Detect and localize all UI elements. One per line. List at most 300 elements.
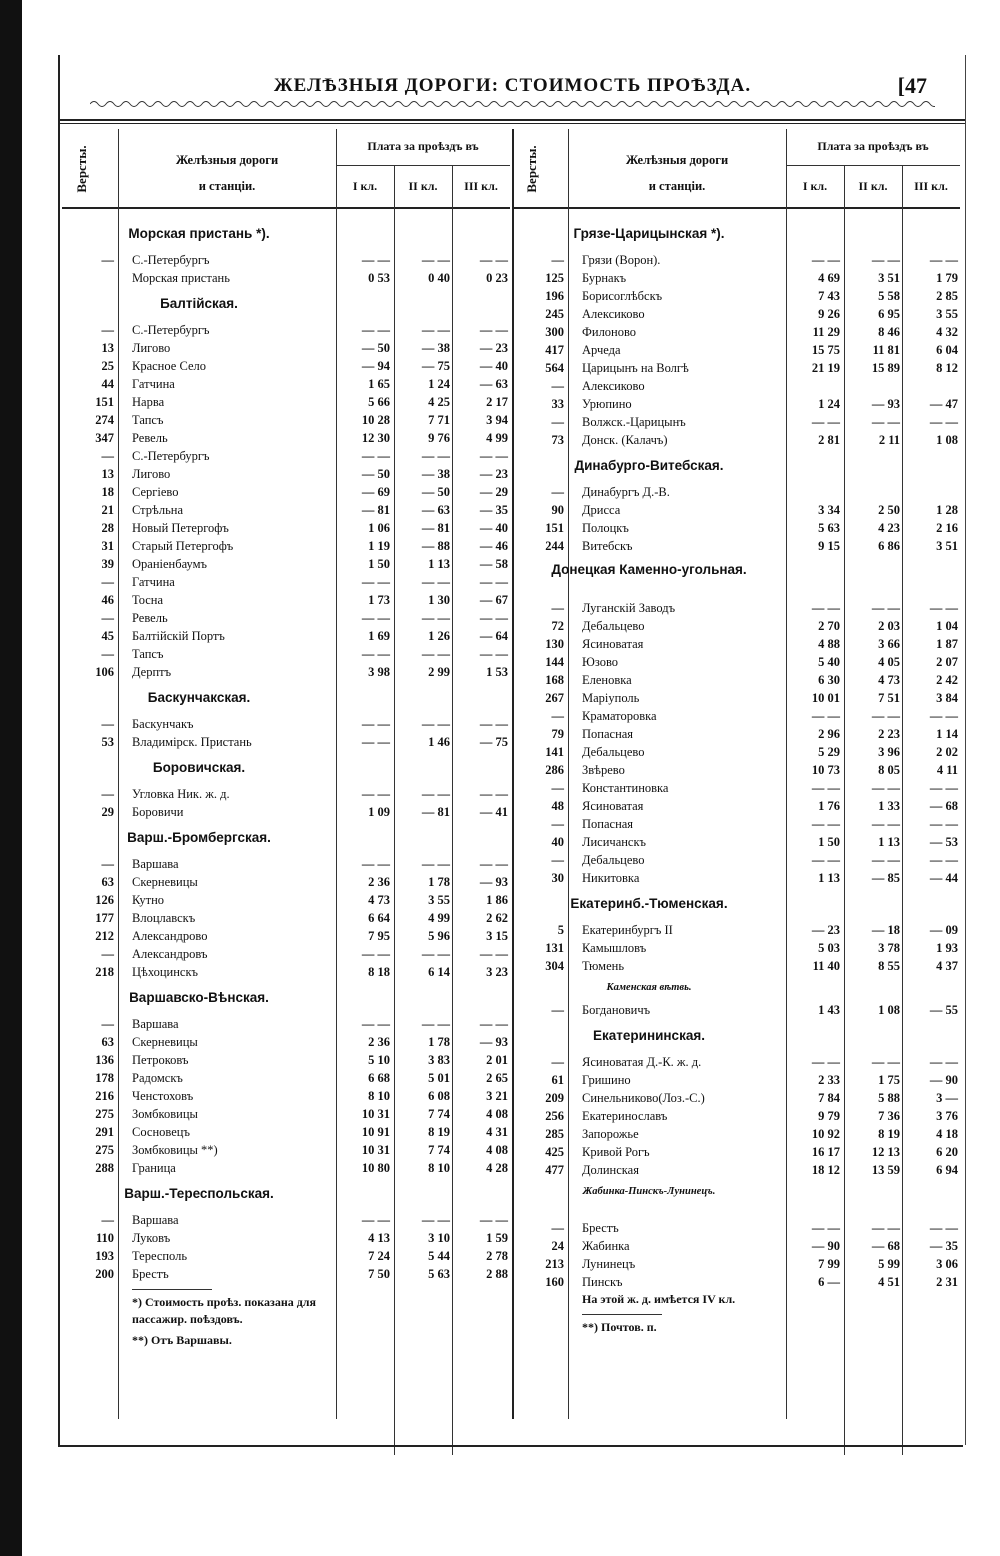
fare-class1: — — xyxy=(361,735,390,749)
table-row xyxy=(512,599,960,617)
station-name: Константиновка xyxy=(582,781,669,795)
fare-class3: — — xyxy=(479,611,508,625)
station-name: Алексиково xyxy=(582,307,645,321)
versty-cell: — xyxy=(551,601,564,615)
station-name: Лунинецъ xyxy=(582,1257,636,1271)
fare-class3: 2 16 xyxy=(936,521,958,535)
station-name: Запорожье xyxy=(582,1127,639,1141)
bottom-rule xyxy=(58,1445,963,1447)
versty-cell: 40 xyxy=(551,835,564,849)
station-name: Варшава xyxy=(132,1017,179,1031)
fare-class2: 6 14 xyxy=(428,965,450,979)
station-name: Ясиноватая Д.-К. ж. д. xyxy=(582,1055,702,1069)
fare-class1: 18 12 xyxy=(811,1163,840,1177)
fare-class2: 7 71 xyxy=(428,413,450,427)
fare-class3: 4 28 xyxy=(486,1161,508,1175)
fare-class3: — — xyxy=(479,1017,508,1031)
fare-class1: 5 29 xyxy=(818,745,840,759)
versty-cell: — xyxy=(551,1055,564,1069)
fare-class2: 3 66 xyxy=(878,637,900,651)
fare-class1: 5 03 xyxy=(818,941,840,955)
fare-class1: 1 43 xyxy=(818,1003,840,1017)
table-row xyxy=(62,321,510,339)
table-row xyxy=(512,743,960,761)
fare-class2: 7 51 xyxy=(878,691,900,705)
fare-class1: 11 29 xyxy=(812,325,840,339)
fare-class1: 6 30 xyxy=(818,673,840,687)
versty-cell: 244 xyxy=(545,539,564,553)
book-spine xyxy=(0,0,22,1556)
fare-class1: 6 68 xyxy=(368,1071,390,1085)
header-rule-thin xyxy=(60,123,965,124)
versty-cell: — xyxy=(101,323,114,337)
table-row xyxy=(62,357,510,375)
station-name: Скерневицы xyxy=(132,1035,198,1049)
versty-cell: 63 xyxy=(101,1035,114,1049)
station-name: Кутно xyxy=(132,893,165,907)
table-row xyxy=(62,483,510,501)
fare-class3: 1 14 xyxy=(936,727,958,741)
section-title: Грязе-Царицынская *). xyxy=(573,226,725,241)
fare-class3: — — xyxy=(479,947,508,961)
fare-class1: — — xyxy=(811,781,840,795)
station-name: Сергіево xyxy=(132,485,179,499)
fare-class3: 4 11 xyxy=(936,763,958,777)
table-row xyxy=(512,1255,960,1273)
fare-class1: 1 50 xyxy=(368,557,390,571)
versty-cell: 73 xyxy=(551,433,564,447)
versty-cell: 31 xyxy=(101,539,114,553)
fare-class1: — — xyxy=(361,787,390,801)
fare-class2: 7 36 xyxy=(878,1109,900,1123)
fare-class1: 4 13 xyxy=(368,1231,390,1245)
fare-class3: 3 15 xyxy=(486,929,508,943)
station-name: Луковъ xyxy=(132,1231,171,1245)
station-name: Баскунчакъ xyxy=(132,717,194,731)
fare-class1: 6 64 xyxy=(368,911,390,925)
table-row xyxy=(512,341,960,359)
fare-class1: 9 79 xyxy=(818,1109,840,1123)
fare-class3: — 93 xyxy=(479,1035,508,1049)
fare-class1: — — xyxy=(361,323,390,337)
class-note: На этой ж. д. имѣется IV кл. xyxy=(582,1292,736,1306)
station-name: Царицынъ на Волгѣ xyxy=(582,361,689,375)
fare-class2: 6 08 xyxy=(428,1089,450,1103)
fare-class1: 2 33 xyxy=(818,1073,840,1087)
fare-class3: — — xyxy=(479,323,508,337)
versty-cell: 286 xyxy=(545,763,564,777)
versty-cell: 13 xyxy=(101,467,114,481)
fare-class3: — — xyxy=(929,253,958,267)
fare-class3: 3 06 xyxy=(936,1257,958,1271)
table-row xyxy=(512,1001,960,1019)
versty-header: Версты. xyxy=(74,145,89,193)
fare-class2: 8 55 xyxy=(878,959,900,973)
station-name: Дебальцево xyxy=(582,619,645,633)
table-row xyxy=(512,635,960,653)
table-row xyxy=(512,287,960,305)
fare-class3: 2 31 xyxy=(936,1275,958,1289)
section-title: Балтійская. xyxy=(160,296,238,311)
table-row xyxy=(512,251,960,269)
fare-class3: — 23 xyxy=(479,341,508,355)
table-row xyxy=(62,573,510,591)
fare-class3: — 29 xyxy=(479,485,508,499)
table-row xyxy=(62,609,510,627)
fare-class1: 0 53 xyxy=(368,271,390,285)
class3-header: III кл. xyxy=(464,179,498,193)
fare-class1: — — xyxy=(811,415,840,429)
fare-class1: — — xyxy=(811,853,840,867)
class3-header: III кл. xyxy=(914,179,948,193)
fare-class3: — 41 xyxy=(479,805,508,819)
fare-class3: — 58 xyxy=(479,557,508,571)
fare-class1: 8 18 xyxy=(368,965,390,979)
fare-class1: 5 40 xyxy=(818,655,840,669)
versty-cell: 209 xyxy=(545,1091,564,1105)
fare-class1: 2 70 xyxy=(818,619,840,633)
table-row xyxy=(62,1069,510,1087)
versty-cell: 28 xyxy=(101,521,114,535)
versty-cell: 29 xyxy=(101,805,114,819)
fare-class3: — 64 xyxy=(479,629,508,643)
table-row xyxy=(512,617,960,635)
fare-class2: 8 46 xyxy=(878,325,900,339)
table-row xyxy=(512,359,960,377)
fare-class2: 3 55 xyxy=(428,893,450,907)
fare-class2: — — xyxy=(871,253,900,267)
fare-class2: — — xyxy=(421,253,450,267)
fare-class1: 6 — xyxy=(818,1275,840,1289)
versty-cell: — xyxy=(551,1003,564,1017)
fare-class1: 9 26 xyxy=(818,307,840,321)
table-row xyxy=(62,855,510,873)
fare-class2: 5 88 xyxy=(878,1091,900,1105)
versty-cell: 417 xyxy=(545,343,564,357)
fare-class2: — — xyxy=(871,1055,900,1069)
versty-cell: 46 xyxy=(101,593,114,607)
fare-class2: 1 08 xyxy=(878,1003,900,1017)
fare-class1: — 94 xyxy=(361,359,390,373)
versty-cell: 125 xyxy=(545,271,564,285)
fare-class3: — — xyxy=(929,853,958,867)
fare-class1: 10 28 xyxy=(361,413,390,427)
versty-cell: 285 xyxy=(545,1127,564,1141)
left-rows xyxy=(62,217,510,1349)
table-row xyxy=(512,921,960,939)
versty-cell: 196 xyxy=(545,289,564,303)
fare-class3: — 47 xyxy=(929,397,958,411)
versty-cell: 144 xyxy=(545,655,564,669)
fare-class2: — 75 xyxy=(421,359,450,373)
fare-class1: — — xyxy=(361,717,390,731)
fare-class3: — 35 xyxy=(479,503,508,517)
station-name: Жабинка xyxy=(582,1239,630,1253)
station-name: Краматоровка xyxy=(582,709,657,723)
fare-class2: 11 81 xyxy=(872,343,900,357)
fare-class2: 1 13 xyxy=(428,557,450,571)
fare-class1: 11 40 xyxy=(812,959,840,973)
footnote: **) Почтов. п. xyxy=(582,1320,657,1334)
table-row xyxy=(62,537,510,555)
fare-class1: 10 31 xyxy=(361,1143,390,1157)
fare-class3: — — xyxy=(479,647,508,661)
station-name: Лисичанскъ xyxy=(582,835,647,849)
fare-class2: 5 01 xyxy=(428,1071,450,1085)
footnote-separator xyxy=(132,1289,212,1290)
station-name: Александрово xyxy=(132,929,208,943)
table-row xyxy=(512,671,960,689)
fare-class1: — 50 xyxy=(361,467,390,481)
station-name: Никитовка xyxy=(582,871,640,885)
fare-class3: — 93 xyxy=(479,875,508,889)
versty-cell: 106 xyxy=(95,665,114,679)
table-row xyxy=(512,305,960,323)
fare-class3: 3 84 xyxy=(936,691,958,705)
station-name: Тосна xyxy=(132,593,164,607)
table-row xyxy=(512,1089,960,1107)
versty-cell: 18 xyxy=(101,485,114,499)
fare-class2: 1 78 xyxy=(428,1035,450,1049)
class1-header: I кл. xyxy=(802,179,828,193)
road-header: Желѣзныя дороги и станціи. xyxy=(625,153,729,193)
fare-class2: — — xyxy=(421,611,450,625)
station-name: Ревель xyxy=(132,431,168,445)
fare-class3: — — xyxy=(479,575,508,589)
station-name: Борисоглѣбскъ xyxy=(582,289,663,303)
station-name: Радомскъ xyxy=(132,1071,183,1085)
table-row xyxy=(512,869,960,887)
fare-class1: — — xyxy=(811,601,840,615)
fare-class1: — — xyxy=(361,1017,390,1031)
versty-cell: — xyxy=(551,415,564,429)
fare-class3: 3 21 xyxy=(486,1089,508,1103)
fare-class2: 1 13 xyxy=(878,835,900,849)
footnote: **) Отъ Варшавы. xyxy=(132,1333,232,1347)
versty-cell: 53 xyxy=(101,735,114,749)
fare-class2: 13 59 xyxy=(871,1163,900,1177)
fare-class3: — 90 xyxy=(929,1073,958,1087)
station-name: С.-Петербургъ xyxy=(132,449,210,463)
fare-class2: 1 33 xyxy=(878,799,900,813)
fare-class1: 1 69 xyxy=(368,629,390,643)
fare-class1: 10 01 xyxy=(811,691,840,705)
fare-class2: 1 26 xyxy=(428,629,450,643)
fare-class1: — — xyxy=(361,449,390,463)
fare-class1: 10 92 xyxy=(811,1127,840,1141)
fare-class2: — 88 xyxy=(421,539,450,553)
versty-cell: 63 xyxy=(101,875,114,889)
fare-class1: 5 63 xyxy=(818,521,840,535)
table-row xyxy=(62,393,510,411)
fare-class1: — — xyxy=(811,253,840,267)
versty-cell: — xyxy=(551,253,564,267)
fare-class2: 2 11 xyxy=(878,433,900,447)
station-name: Юзово xyxy=(582,655,619,669)
station-name: Варшава xyxy=(132,857,179,871)
fare-class1: 10 31 xyxy=(361,1107,390,1121)
table-row xyxy=(62,733,510,751)
fare-class1: 1 13 xyxy=(818,871,840,885)
fare-class2: — — xyxy=(421,717,450,731)
table-row xyxy=(512,1143,960,1161)
station-name: Урюпино xyxy=(582,397,632,411)
fare-class1: 4 73 xyxy=(368,893,390,907)
station-name: Ясиноватая xyxy=(582,637,644,651)
versty-cell: 160 xyxy=(545,1275,564,1289)
fare-class1: — — xyxy=(361,1213,390,1227)
fare-class2: — — xyxy=(421,449,450,463)
fare-class3: — 68 xyxy=(929,799,958,813)
versty-cell: 13 xyxy=(101,341,114,355)
versty-cell: 304 xyxy=(545,959,564,973)
table-row xyxy=(62,927,510,945)
fare-class3: — 35 xyxy=(929,1239,958,1253)
table-row xyxy=(512,957,960,975)
fare-class2: 8 19 xyxy=(878,1127,900,1141)
versty-cell: — xyxy=(101,253,114,267)
footnote: *) Стоимость проѣз. показана для пассажир. поѣздовъ. xyxy=(132,1295,317,1326)
fare-class1: — 81 xyxy=(361,503,390,517)
versty-cell: 126 xyxy=(95,893,114,907)
fare-class3: — — xyxy=(479,1213,508,1227)
fare-class3: 4 37 xyxy=(936,959,958,973)
fare-class2: — — xyxy=(421,857,450,871)
versty-cell: — xyxy=(551,709,564,723)
table-row xyxy=(512,689,960,707)
fare-class1: 7 24 xyxy=(368,1249,390,1263)
fare-class3: — 40 xyxy=(479,359,508,373)
station-name: Арчеда xyxy=(582,343,621,357)
fare-class2: 8 19 xyxy=(428,1125,450,1139)
fare-class1: 5 10 xyxy=(368,1053,390,1067)
fare-class2: — — xyxy=(421,575,450,589)
fare-class3: 8 12 xyxy=(936,361,958,375)
fare-class3: — 09 xyxy=(929,923,958,937)
versty-cell: 300 xyxy=(545,325,564,339)
fare-class3: 3 23 xyxy=(486,965,508,979)
fare-class3: 4 08 xyxy=(486,1143,508,1157)
table-row xyxy=(62,1265,510,1283)
station-name: Маріуполь xyxy=(582,691,640,705)
versty-cell: 39 xyxy=(101,557,114,571)
fare-class3: 2 65 xyxy=(486,1071,508,1085)
table-row xyxy=(62,1229,510,1247)
fare-class2: — 18 xyxy=(871,923,900,937)
versty-cell: 48 xyxy=(551,799,564,813)
fare-class2: — 38 xyxy=(421,341,450,355)
fare-class3: — — xyxy=(929,415,958,429)
fare-class1: — — xyxy=(811,817,840,831)
fare-class3: — 75 xyxy=(479,735,508,749)
station-name: Ченстоховъ xyxy=(132,1089,194,1103)
fare-class2: — — xyxy=(421,323,450,337)
versty-cell: — xyxy=(551,379,564,393)
fare-class3: — — xyxy=(479,717,508,731)
table-row xyxy=(62,519,510,537)
table-row xyxy=(62,269,510,287)
station-name: Гришино xyxy=(582,1073,631,1087)
fare-class2: — — xyxy=(421,1213,450,1227)
fare-class2: — 63 xyxy=(421,503,450,517)
versty-cell: 425 xyxy=(545,1145,564,1159)
table-row xyxy=(512,1107,960,1125)
versty-cell: 256 xyxy=(545,1109,564,1123)
table-row xyxy=(512,653,960,671)
table-row xyxy=(62,501,510,519)
table-row xyxy=(62,591,510,609)
table-row xyxy=(62,1105,510,1123)
table-row xyxy=(512,537,960,555)
station-name: Новый Петергофъ xyxy=(132,521,229,535)
fare-class2: 2 03 xyxy=(878,619,900,633)
versty-cell: 212 xyxy=(95,929,114,943)
fare-class3: 2 88 xyxy=(486,1267,508,1281)
versty-cell: 21 xyxy=(101,503,114,517)
station-name: Витебскъ xyxy=(582,539,633,553)
fare-class1: 15 75 xyxy=(811,343,840,357)
fare-class2: 4 05 xyxy=(878,655,900,669)
fare-class2: 4 25 xyxy=(428,395,450,409)
versty-cell: 168 xyxy=(545,673,564,687)
road-header: Желѣзныя дороги и станціи. xyxy=(175,153,279,193)
fare-class3: 3 51 xyxy=(936,539,958,553)
fare-class2: — 68 xyxy=(871,1239,900,1253)
fare-class3: — — xyxy=(929,601,958,615)
fare-class3: 6 20 xyxy=(936,1145,958,1159)
station-name: Стрѣльна xyxy=(132,503,184,517)
fare-class1: 1 73 xyxy=(368,593,390,607)
fee-header: Плата за проѣздъ въ xyxy=(367,139,479,153)
right-rows xyxy=(512,217,960,1336)
station-name: Ревель xyxy=(132,611,168,625)
fare-class2: 4 23 xyxy=(878,521,900,535)
station-name: Боровичи xyxy=(132,805,184,819)
fare-class2: 5 99 xyxy=(878,1257,900,1271)
fare-class1: 1 06 xyxy=(368,521,390,535)
station-name: Сосновецъ xyxy=(132,1125,190,1139)
versty-cell: 25 xyxy=(101,359,114,373)
versty-cell: — xyxy=(551,1221,564,1235)
station-name: Бурнакъ xyxy=(582,271,627,285)
station-name: Попасная xyxy=(582,817,634,831)
table-row xyxy=(62,627,510,645)
fare-class1: 7 50 xyxy=(368,1267,390,1281)
station-name: Петроковъ xyxy=(132,1053,189,1067)
versty-cell: — xyxy=(101,575,114,589)
fare-class3: — 40 xyxy=(479,521,508,535)
fare-class1: 1 65 xyxy=(368,377,390,391)
table-row xyxy=(62,339,510,357)
table-row xyxy=(512,1161,960,1179)
fare-class3: — 53 xyxy=(929,835,958,849)
station-name: Нарва xyxy=(132,395,165,409)
fare-class2: 3 78 xyxy=(878,941,900,955)
fare-class3: — 23 xyxy=(479,467,508,481)
fare-class3: 2 02 xyxy=(936,745,958,759)
table-row xyxy=(62,411,510,429)
fare-class2: — — xyxy=(871,853,900,867)
versty-cell: — xyxy=(101,717,114,731)
versty-cell: 347 xyxy=(95,431,114,445)
station-name: Балтійскій Портъ xyxy=(132,629,225,643)
fare-class2: — — xyxy=(421,647,450,661)
fare-class3: 2 62 xyxy=(486,911,508,925)
fare-class1: 1 76 xyxy=(818,799,840,813)
versty-cell: 267 xyxy=(545,691,564,705)
fare-class2: 2 23 xyxy=(878,727,900,741)
section-title: Екатеринб.-Тюменская. xyxy=(570,896,728,911)
